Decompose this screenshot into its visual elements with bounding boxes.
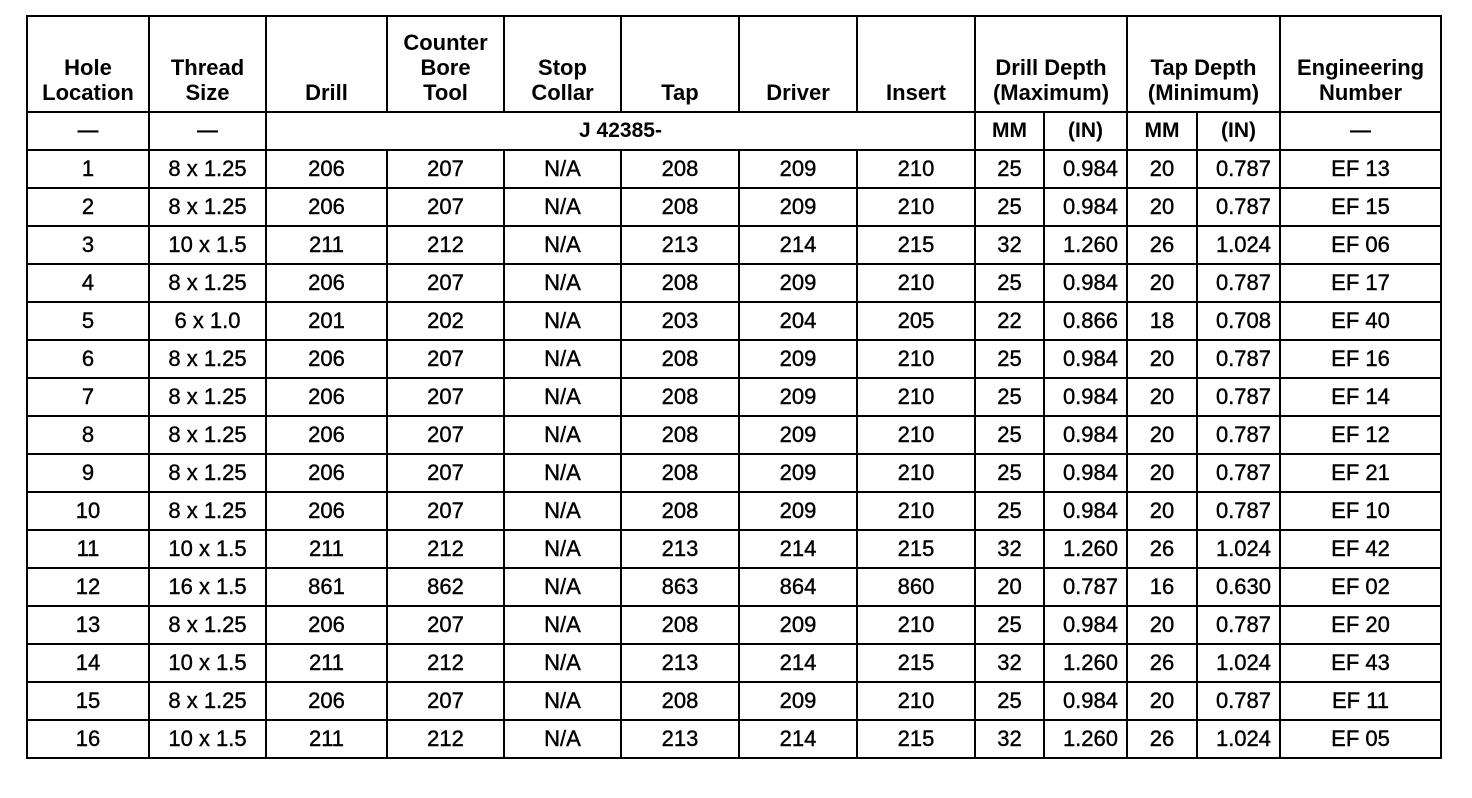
table-row [27,226,1441,264]
cell-thread-size: 10 x 1.5 [149,530,266,568]
cell-drill-depth-in: 0.866 [1044,302,1127,340]
cell-tap: 213 [621,720,739,758]
cell-drill-depth-mm: 25 [975,416,1044,454]
header-text: Size [185,80,230,105]
cell-drill-depth-mm: 25 [975,188,1044,226]
cell-thread-size: 10 x 1.5 [149,644,266,682]
cell-thread-size: 8 x 1.25 [149,416,266,454]
cell-counter-bore-tool: 207 [387,682,504,720]
cell-tap-depth-mm: 20 [1127,188,1197,226]
cell-tap-depth-mm: 26 [1127,530,1197,568]
cell-counter-bore-tool: 207 [387,454,504,492]
subheader-engineering-number: — [1280,112,1441,150]
header-text: (Minimum) [1147,80,1260,105]
header-text: (Maximum) [992,80,1110,105]
cell-tap-depth-in: 0.787 [1197,492,1280,530]
cell-insert: 210 [857,188,975,226]
cell-drill: 211 [266,644,387,682]
header-thread-size [149,16,266,112]
cell-tap: 208 [621,606,739,644]
cell-drill: 201 [266,302,387,340]
cell-tap-depth-in: 0.787 [1197,188,1280,226]
subheader-drill-depth-in: (IN) [1044,112,1127,150]
cell-counter-bore-tool: 207 [387,340,504,378]
cell-tap-depth-in: 0.708 [1197,302,1280,340]
cell-drill: 206 [266,492,387,530]
cell-stop-collar: N/A [504,416,621,454]
cell-tap: 213 [621,530,739,568]
cell-tap-depth-mm: 20 [1127,454,1197,492]
cell-thread-size: 8 x 1.25 [149,454,266,492]
cell-tap: 208 [621,264,739,302]
cell-driver: 209 [739,378,857,416]
table-row [27,188,1441,226]
cell-stop-collar: N/A [504,606,621,644]
subheader-tap-depth-mm: MM [1127,112,1197,150]
cell-tap-depth-in: 0.787 [1197,340,1280,378]
header-text: Engineering [1296,55,1425,80]
cell-insert: 210 [857,454,975,492]
table-row [27,644,1441,682]
cell-insert: 215 [857,644,975,682]
cell-insert: 860 [857,568,975,606]
cell-tap: 208 [621,150,739,188]
cell-drill-depth-in: 0.984 [1044,606,1127,644]
cell-drill-depth-mm: 32 [975,644,1044,682]
table-row [27,530,1441,568]
cell-stop-collar: N/A [504,454,621,492]
cell-driver: 209 [739,454,857,492]
header-text: Tool [423,80,468,105]
cell-engineering-number: EF 06 [1280,226,1441,264]
cell-tap-depth-in: 0.630 [1197,568,1280,606]
cell-hole-location: 3 [27,226,149,264]
cell-stop-collar: N/A [504,568,621,606]
cell-thread-size: 8 x 1.25 [149,682,266,720]
cell-drill: 206 [266,264,387,302]
cell-thread-size: 10 x 1.5 [149,226,266,264]
header-text: Drill Depth [995,55,1107,80]
header-text: Number [1318,80,1403,105]
cell-drill-depth-mm: 32 [975,720,1044,758]
header-driver [739,16,857,112]
header-insert [857,16,975,112]
header-text: Bore [420,55,471,80]
cell-drill-depth-in: 1.260 [1044,720,1127,758]
cell-counter-bore-tool: 207 [387,150,504,188]
cell-drill-depth-mm: 20 [975,568,1044,606]
header-text: Collar [531,80,594,105]
table-row [27,416,1441,454]
cell-hole-location: 16 [27,720,149,758]
cell-drill: 861 [266,568,387,606]
cell-insert: 215 [857,226,975,264]
cell-counter-bore-tool: 207 [387,416,504,454]
cell-drill-depth-mm: 25 [975,264,1044,302]
cell-counter-bore-tool: 207 [387,606,504,644]
cell-hole-location: 9 [27,454,149,492]
cell-tap: 208 [621,188,739,226]
header-drill [266,16,387,112]
cell-drill-depth-in: 0.984 [1044,188,1127,226]
cell-hole-location: 12 [27,568,149,606]
header-engineering-number [1280,16,1441,112]
cell-tap-depth-mm: 16 [1127,568,1197,606]
table-row [27,568,1441,606]
cell-tap-depth-in: 0.787 [1197,150,1280,188]
cell-drill-depth-mm: 22 [975,302,1044,340]
cell-driver: 864 [739,568,857,606]
cell-stop-collar: N/A [504,682,621,720]
cell-insert: 210 [857,682,975,720]
table-row [27,340,1441,378]
cell-driver: 209 [739,416,857,454]
header-text: Stop [538,55,587,80]
subheader-thread-size: — [149,112,266,150]
cell-drill-depth-mm: 25 [975,682,1044,720]
cell-tap: 208 [621,340,739,378]
header-text: Counter [403,30,488,55]
cell-counter-bore-tool: 212 [387,226,504,264]
cell-tap: 208 [621,416,739,454]
cell-hole-location: 15 [27,682,149,720]
cell-engineering-number: EF 13 [1280,150,1441,188]
cell-stop-collar: N/A [504,644,621,682]
table-row [27,492,1441,530]
subheader-row [27,112,1441,150]
cell-insert: 210 [857,492,975,530]
table-row [27,454,1441,492]
subheader-drill-depth-mm: MM [975,112,1044,150]
header-text: Insert [886,80,946,105]
cell-drill: 206 [266,378,387,416]
cell-hole-location: 8 [27,416,149,454]
subheader-tap-depth-in: (IN) [1197,112,1280,150]
cell-insert: 210 [857,264,975,302]
cell-drill-depth-mm: 25 [975,340,1044,378]
cell-tap-depth-in: 0.787 [1197,264,1280,302]
cell-driver: 214 [739,226,857,264]
cell-tap-depth-mm: 20 [1127,492,1197,530]
cell-drill-depth-mm: 25 [975,378,1044,416]
cell-engineering-number: EF 14 [1280,378,1441,416]
cell-tap: 863 [621,568,739,606]
cell-counter-bore-tool: 207 [387,264,504,302]
cell-stop-collar: N/A [504,492,621,530]
cell-engineering-number: EF 43 [1280,644,1441,682]
cell-tap-depth-mm: 26 [1127,644,1197,682]
cell-drill-depth-in: 0.984 [1044,264,1127,302]
cell-tap-depth-mm: 26 [1127,720,1197,758]
cell-hole-location: 4 [27,264,149,302]
cell-hole-location: 6 [27,340,149,378]
table-row [27,302,1441,340]
cell-stop-collar: N/A [504,530,621,568]
cell-hole-location: 1 [27,150,149,188]
cell-stop-collar: N/A [504,302,621,340]
header-text: Hole [64,55,112,80]
cell-thread-size: 8 x 1.25 [149,150,266,188]
cell-tap-depth-mm: 20 [1127,150,1197,188]
table-row [27,682,1441,720]
cell-counter-bore-tool: 207 [387,378,504,416]
header-text: Tap [661,80,699,105]
cell-tap-depth-in: 0.787 [1197,682,1280,720]
cell-insert: 210 [857,150,975,188]
cell-drill-depth-in: 0.984 [1044,682,1127,720]
cell-tap: 208 [621,682,739,720]
cell-engineering-number: EF 02 [1280,568,1441,606]
cell-drill-depth-in: 0.984 [1044,340,1127,378]
header-text: Thread [170,55,245,80]
cell-insert: 210 [857,606,975,644]
cell-drill: 206 [266,606,387,644]
cell-tap-depth-mm: 26 [1127,226,1197,264]
subheader-hole-location: — [27,112,149,150]
cell-thread-size: 8 x 1.25 [149,264,266,302]
cell-stop-collar: N/A [504,226,621,264]
cell-counter-bore-tool: 212 [387,530,504,568]
cell-hole-location: 2 [27,188,149,226]
cell-insert: 210 [857,416,975,454]
cell-engineering-number: EF 17 [1280,264,1441,302]
cell-drill: 206 [266,454,387,492]
cell-thread-size: 10 x 1.5 [149,720,266,758]
cell-counter-bore-tool: 862 [387,568,504,606]
cell-engineering-number: EF 40 [1280,302,1441,340]
cell-driver: 209 [739,682,857,720]
table-row [27,378,1441,416]
header-hole-location [27,16,149,112]
cell-drill-depth-mm: 25 [975,606,1044,644]
cell-tap-depth-mm: 20 [1127,378,1197,416]
header-tap [621,16,739,112]
cell-driver: 214 [739,644,857,682]
cell-stop-collar: N/A [504,340,621,378]
cell-driver: 204 [739,302,857,340]
cell-driver: 209 [739,606,857,644]
cell-drill: 206 [266,188,387,226]
cell-tap-depth-mm: 20 [1127,416,1197,454]
cell-stop-collar: N/A [504,150,621,188]
cell-drill: 206 [266,150,387,188]
cell-tap-depth-mm: 18 [1127,302,1197,340]
cell-tap-depth-in: 1.024 [1197,644,1280,682]
cell-counter-bore-tool: 207 [387,188,504,226]
header-drill-depth [975,16,1127,112]
cell-drill-depth-in: 0.984 [1044,454,1127,492]
cell-hole-location: 10 [27,492,149,530]
cell-driver: 209 [739,188,857,226]
header-row [27,16,1441,112]
cell-counter-bore-tool: 202 [387,302,504,340]
header-counter-bore-tool [387,16,504,112]
cell-drill-depth-in: 0.984 [1044,492,1127,530]
cell-drill-depth-in: 1.260 [1044,644,1127,682]
cell-drill-depth-in: 1.260 [1044,530,1127,568]
cell-thread-size: 8 x 1.25 [149,188,266,226]
cell-engineering-number: EF 21 [1280,454,1441,492]
cell-tap-depth-mm: 20 [1127,340,1197,378]
table-row [27,720,1441,758]
cell-drill: 211 [266,720,387,758]
cell-thread-size: 8 x 1.25 [149,340,266,378]
cell-driver: 209 [739,150,857,188]
cell-drill-depth-in: 0.984 [1044,378,1127,416]
cell-thread-size: 6 x 1.0 [149,302,266,340]
cell-tap: 208 [621,378,739,416]
cell-engineering-number: EF 42 [1280,530,1441,568]
cell-tap: 213 [621,226,739,264]
cell-counter-bore-tool: 212 [387,720,504,758]
cell-tap: 208 [621,454,739,492]
cell-drill: 206 [266,682,387,720]
cell-thread-size: 8 x 1.25 [149,378,266,416]
cell-engineering-number: EF 20 [1280,606,1441,644]
cell-tap-depth-in: 1.024 [1197,226,1280,264]
cell-driver: 209 [739,492,857,530]
cell-tap: 208 [621,492,739,530]
cell-drill-depth-mm: 25 [975,454,1044,492]
cell-insert: 210 [857,378,975,416]
cell-drill: 211 [266,226,387,264]
header-text: Location [42,80,134,105]
cell-hole-location: 5 [27,302,149,340]
cell-drill-depth-in: 1.260 [1044,226,1127,264]
tool-specification-table [26,15,1442,759]
table-row [27,150,1441,188]
cell-driver: 209 [739,340,857,378]
cell-stop-collar: N/A [504,188,621,226]
cell-hole-location: 11 [27,530,149,568]
cell-thread-size: 8 x 1.25 [149,606,266,644]
cell-drill-depth-in: 0.787 [1044,568,1127,606]
table-body [27,150,1441,758]
cell-drill-depth-mm: 32 [975,530,1044,568]
header-tap-depth [1127,16,1280,112]
cell-tap-depth-in: 1.024 [1197,530,1280,568]
cell-driver: 214 [739,720,857,758]
table-row [27,264,1441,302]
cell-tap-depth-in: 0.787 [1197,454,1280,492]
cell-engineering-number: EF 16 [1280,340,1441,378]
cell-tap: 213 [621,644,739,682]
cell-drill-depth-in: 0.984 [1044,416,1127,454]
cell-tap: 203 [621,302,739,340]
cell-tap-depth-mm: 20 [1127,606,1197,644]
cell-insert: 215 [857,530,975,568]
cell-hole-location: 7 [27,378,149,416]
cell-engineering-number: EF 12 [1280,416,1441,454]
cell-tap-depth-mm: 20 [1127,682,1197,720]
cell-drill-depth-mm: 25 [975,150,1044,188]
cell-hole-location: 13 [27,606,149,644]
table-container [26,15,1440,759]
cell-engineering-number: EF 15 [1280,188,1441,226]
cell-tap-depth-in: 1.024 [1197,720,1280,758]
cell-tap-depth-mm: 20 [1127,264,1197,302]
cell-driver: 209 [739,264,857,302]
cell-driver: 214 [739,530,857,568]
cell-thread-size: 8 x 1.25 [149,492,266,530]
cell-insert: 210 [857,340,975,378]
cell-stop-collar: N/A [504,264,621,302]
subheader-tool-prefix: J 42385- [266,112,975,150]
table-row [27,606,1441,644]
cell-drill-depth-mm: 32 [975,226,1044,264]
cell-drill: 206 [266,340,387,378]
cell-drill: 211 [266,530,387,568]
cell-drill: 206 [266,416,387,454]
cell-thread-size: 16 x 1.5 [149,568,266,606]
cell-engineering-number: EF 05 [1280,720,1441,758]
cell-hole-location: 14 [27,644,149,682]
cell-counter-bore-tool: 212 [387,644,504,682]
header-text: Tap Depth [1150,55,1257,80]
cell-tap-depth-in: 0.787 [1197,416,1280,454]
cell-engineering-number: EF 11 [1280,682,1441,720]
cell-insert: 215 [857,720,975,758]
cell-tap-depth-in: 0.787 [1197,378,1280,416]
header-stop-collar [504,16,621,112]
cell-tap-depth-in: 0.787 [1197,606,1280,644]
cell-drill-depth-in: 0.984 [1044,150,1127,188]
cell-drill-depth-mm: 25 [975,492,1044,530]
cell-insert: 205 [857,302,975,340]
cell-engineering-number: EF 10 [1280,492,1441,530]
cell-stop-collar: N/A [504,378,621,416]
header-text: Drill [305,80,348,105]
cell-stop-collar: N/A [504,720,621,758]
cell-counter-bore-tool: 207 [387,492,504,530]
header-text: Driver [766,80,830,105]
